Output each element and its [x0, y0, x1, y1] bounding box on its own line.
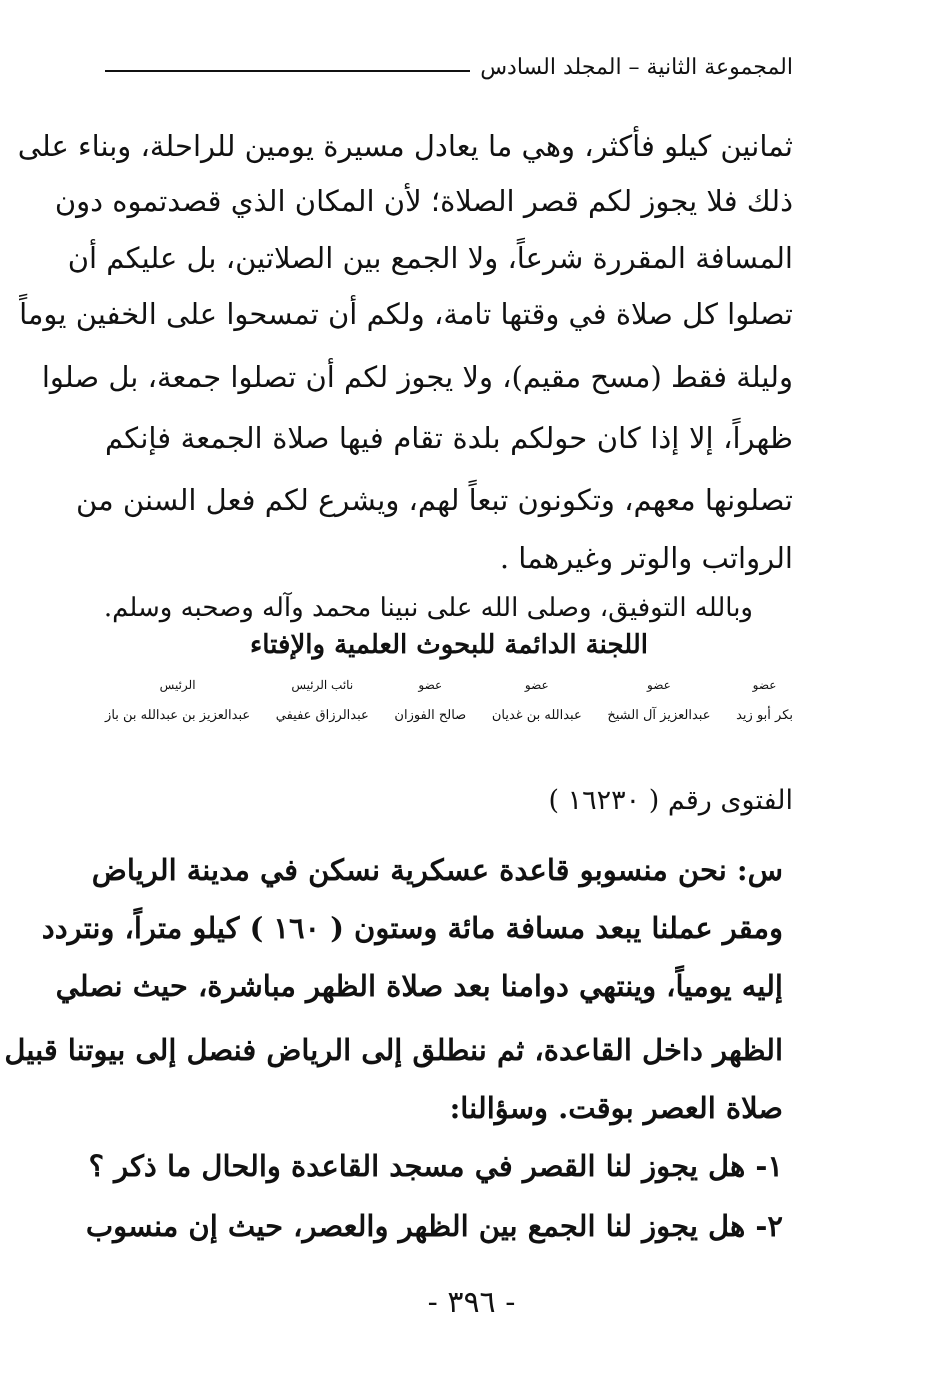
signatory-name: عبدالرزاق عفيفي	[275, 708, 369, 723]
signatory-role: عضو	[524, 678, 549, 692]
signatory	[492, 678, 582, 723]
signatory-name: عبدالعزيز آل الشيخ	[607, 708, 711, 723]
body-line: ظهراً، إلا إذا كان حولكم بلدة تقام فيها صلاة الجمعة فإنكم	[105, 421, 793, 455]
signatory	[276, 678, 369, 723]
question-line: صلاة العصر بوقت. وسؤالنا:	[449, 1091, 783, 1125]
signatory	[105, 678, 250, 723]
question-line: إليه يومياً، وينتهي دوامنا بعد صلاة الظهر مباشرة، حيث نصلي	[55, 969, 783, 1003]
question-item: ١- هل يجوز لنا القصر في مسجد القاعدة والحال ما ذكر ؟	[88, 1149, 783, 1183]
question-line: ومقر عملنا يبعد مسافة مائة وستون ( ١٦٠ ) كيلو متراً، ونتردد	[41, 911, 783, 945]
signatory-name: عبدالعزيز بن عبدالله بن باز	[105, 708, 251, 723]
body-line: وليلة فقط (مسح مقيم)، ولا يجوز لكم أن تصلوا جمعة، بل صلوا	[41, 360, 793, 394]
question-line: س: نحن منسوبو قاعدة عسكرية نسكن في مدينة الرياض	[91, 853, 783, 887]
signatory-role: عضو	[647, 678, 671, 692]
page-number: - ٣٩٦ -	[427, 1285, 516, 1320]
signatory-name: بكر أبو زيد	[736, 708, 793, 723]
question-item: ٢- هل يجوز لنا الجمع بين الظهر والعصر، حيث إن منسوب	[85, 1209, 783, 1243]
signatory-role: عضو	[752, 678, 777, 692]
committee-title: اللجنة الدائمة للبحوث العلمية والإفتاء	[250, 630, 648, 660]
signatory	[394, 678, 466, 723]
question-line: الظهر داخل القاعدة، ثم ننطلق إلى الرياض فنصل إلى بيوتنا قبيل	[4, 1033, 783, 1067]
signatory	[607, 678, 710, 723]
signatory-role: الرئيس	[159, 678, 196, 692]
fatwa-number: الفتوى رقم ( ١٦٢٣٠ )	[548, 785, 793, 816]
signatory	[736, 678, 793, 723]
header-rule	[105, 70, 470, 72]
body-line: تصلوا كل صلاة في وقتها تامة، ولكم أن تمسحوا على الخفين يوماً	[19, 297, 793, 331]
closing-line: وبالله التوفيق، وصلى الله على نبينا محمد وآله وصحبه وسلم.	[103, 593, 753, 623]
signatory-role: نائب الرئيس	[291, 678, 354, 692]
signatory-role: عضو	[418, 678, 443, 692]
body-line: المسافة المقررة شرعاً، ولا الجمع بين الصلاتين، بل عليكم أن	[67, 241, 793, 275]
header-title: المجموعة الثانية – المجلد السادس	[480, 55, 793, 80]
body-line: ذلك فلا يجوز لكم قصر الصلاة؛ لأن المكان الذي قصدتموه دون	[54, 184, 793, 218]
signatories	[105, 678, 793, 723]
signatory-name: عبدالله بن غديان	[491, 708, 582, 723]
body-line: تصلونها معهم، وتكونون تبعاً لهم، ويشرع لكم فعل السنن من	[76, 483, 793, 517]
signatory-name: صالح الفوزان	[394, 708, 467, 723]
body-line: ثمانين كيلو فأكثر، وهي ما يعادل مسيرة يومين للراحلة، وبناء على	[17, 129, 793, 163]
running-header	[105, 55, 793, 80]
body-line: الرواتب والوتر وغيرهما .	[499, 541, 793, 575]
